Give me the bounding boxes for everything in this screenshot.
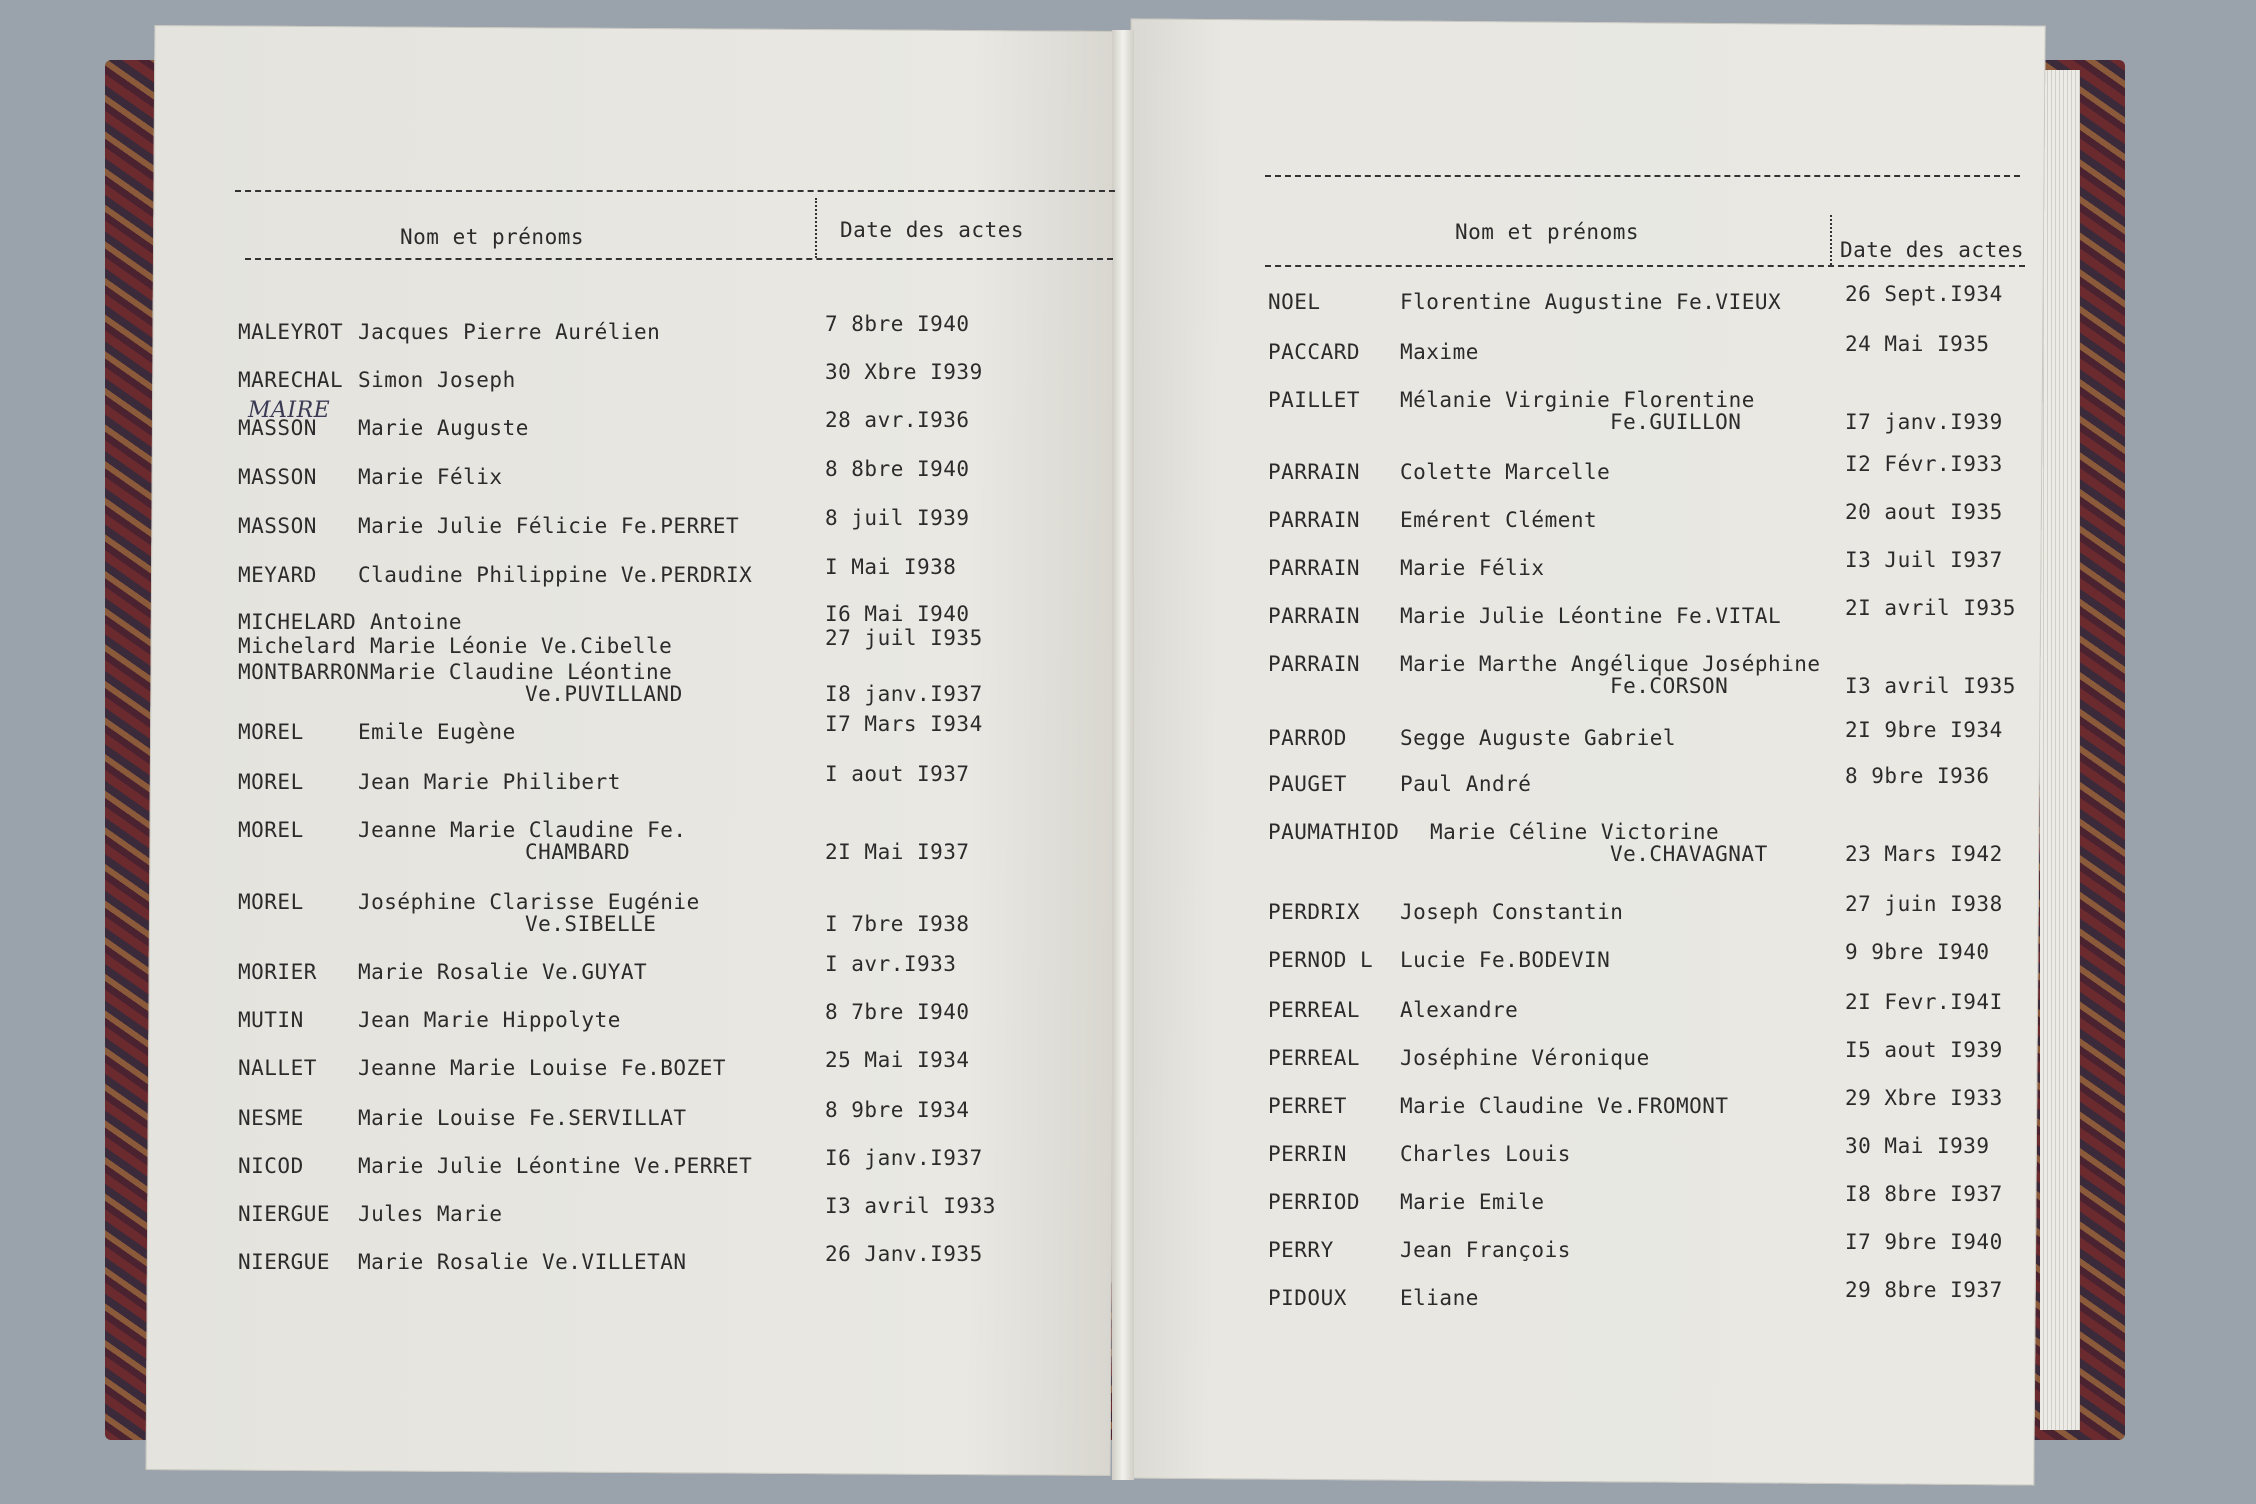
entry-surname: PERRIN (1268, 1142, 1347, 1166)
entry-date: 2I Fevr.I94I (1845, 990, 2003, 1014)
register-entry (1268, 596, 2030, 648)
entry-surname: PERRET (1268, 1094, 1347, 1118)
entry-given-names: Florentine Augustine Fe.VIEUX (1400, 290, 1782, 314)
header-bottom-rule (1265, 265, 2025, 267)
entry-date: 29 Xbre I933 (1845, 1086, 2003, 1110)
left-register (230, 170, 1115, 1370)
entry-date: I3 avril I933 (825, 1194, 996, 1218)
entry-date: 8 juil I939 (825, 506, 970, 530)
register-entry (230, 312, 1115, 364)
entry-given-names: Marie Julie Léontine Fe.VITAL (1400, 604, 1782, 628)
entry-given-names: Mélanie Virginie Florentine (1400, 388, 1755, 412)
entry-surname: MASSON (238, 514, 317, 538)
register-entry (1268, 1134, 2030, 1186)
entry-surname: Michelard (238, 634, 357, 658)
entry-given-names: Claudine Philippine Ve.PERDRIX (358, 563, 753, 587)
entry-date: I6 Mai I940 (825, 602, 970, 626)
register-entry (230, 1000, 1115, 1052)
entry-surname: MASSON (238, 416, 317, 440)
entry-date: 26 Janv.I935 (825, 1242, 983, 1266)
book-gutter (1112, 30, 1134, 1480)
register-entry (230, 952, 1115, 1004)
entry-surname: MOREL (238, 720, 304, 744)
entry-surname: PERDRIX (1268, 900, 1361, 924)
register-entry (1268, 940, 2030, 992)
register-entry (1270, 820, 2030, 864)
entry-surname: NIERGUE (238, 1250, 331, 1274)
entry-surname: PERRIOD (1268, 1190, 1361, 1214)
entry-surname: MALEYROT (238, 320, 344, 344)
entry-given-names: Marie Rosalie Ve.GUYAT (358, 960, 648, 984)
register-entry (1268, 1278, 2030, 1330)
register-entry (1268, 452, 2030, 504)
register-entry (230, 360, 1115, 412)
entry-surname: PACCARD (1268, 340, 1361, 364)
entry-given-names: Marie Claudine Léontine (370, 660, 673, 684)
register-entry (1268, 1086, 2030, 1138)
entry-continuation: Fe.GUILLON (1610, 410, 1742, 434)
entry-date: 25 Mai I934 (825, 1048, 970, 1072)
entry-given-names: Maxime (1400, 340, 1479, 364)
register-entry (230, 1048, 1115, 1100)
entry-given-names: Eliane (1400, 1286, 1479, 1310)
entry-surname: PERNOD L (1268, 948, 1374, 972)
entry-given-names: Joséphine Clarisse Eugénie (358, 890, 700, 914)
entry-surname: MOREL (238, 818, 304, 842)
entry-date: 9 9bre I940 (1845, 940, 1990, 964)
register-entry (1268, 892, 2030, 944)
register-entry (1270, 388, 2030, 432)
entry-date: I8 janv.I937 (825, 682, 983, 706)
entry-continuation: Fe.CORSON (1610, 674, 1729, 698)
entry-given-names: Emérent Clément (1400, 508, 1598, 532)
entry-date: 20 aout I935 (1845, 500, 2003, 524)
entry-given-names: Simon Joseph (358, 368, 516, 392)
entry-date: I7 janv.I939 (1845, 410, 2003, 434)
entry-given-names: Lucie Fe.BODEVIN (1400, 948, 1611, 972)
entry-surname: NESME (238, 1106, 304, 1130)
entry-date: 23 Mars I942 (1845, 842, 2003, 866)
entry-date: 2I Mai I937 (825, 840, 970, 864)
entry-given-names: Marie Rosalie Ve.VILLETAN (358, 1250, 687, 1274)
entry-date: I Mai I938 (825, 555, 957, 579)
entry-date: 24 Mai I935 (1845, 332, 1990, 356)
header-top-rule (235, 190, 1115, 192)
register-entry (230, 1146, 1115, 1198)
entry-date: 8 8bre I940 (825, 457, 970, 481)
register-entry (1268, 1038, 2030, 1090)
register-entry (1270, 652, 2030, 696)
register-entry (230, 712, 1115, 764)
entry-given-names: Jeanne Marie Louise Fe.BOZET (358, 1056, 727, 1080)
entry-surname: MOREL (238, 770, 304, 794)
entry-given-names: Marie Louise Fe.SERVILLAT (358, 1106, 687, 1130)
entry-surname: PARRAIN (1268, 508, 1361, 532)
entry-surname: PARRAIN (1268, 556, 1361, 580)
entry-given-names: Emile Eugène (358, 720, 516, 744)
entry-continuation: CHAMBARD (525, 840, 631, 864)
entry-given-names: Jean François (1400, 1238, 1571, 1262)
entry-date: I5 aout I939 (1845, 1038, 2003, 1062)
entry-surname: MEYARD (238, 563, 317, 587)
entry-given-names: Jules Marie (358, 1202, 503, 1226)
entry-surname: PAUMATHIOD (1268, 820, 1400, 844)
entry-given-names: Marie Auguste (358, 416, 529, 440)
entry-given-names: Marie Félix (358, 465, 503, 489)
entry-surname: PIDOUX (1268, 1286, 1347, 1310)
name-column-header: Nom et prénoms (1455, 220, 1640, 244)
entry-surname: NICOD (238, 1154, 304, 1178)
entry-date: 8 9bre I934 (825, 1098, 970, 1122)
entry-given-names: Marie Céline Victorine (1430, 820, 1720, 844)
page-edges (2040, 70, 2080, 1430)
entry-continuation: Ve.PUVILLAND (525, 682, 683, 706)
register-entry (1268, 764, 2030, 816)
register-entry (230, 457, 1115, 509)
entry-given-names: Jeanne Marie Claudine Fe. (358, 818, 687, 842)
entry-surname: MASSON (238, 465, 317, 489)
entry-surname: PERREAL (1268, 1046, 1361, 1070)
entry-surname: PARRAIN (1268, 652, 1361, 676)
entry-given-names: Marie Félix (1400, 556, 1545, 580)
header-top-rule (1265, 175, 2020, 177)
entry-date: 27 juin I938 (1845, 892, 2003, 916)
entry-continuation: Ve.CHAVAGNAT (1610, 842, 1768, 866)
entry-surname: MICHELARD (238, 610, 357, 634)
handwritten-annotation: MAIRE (248, 398, 331, 423)
entry-date: I7 9bre I940 (1845, 1230, 2003, 1254)
entry-given-names: Marie Claudine Ve.FROMONT (1400, 1094, 1729, 1118)
entry-date: 7 8bre I940 (825, 312, 970, 336)
entry-surname: PAILLET (1268, 388, 1361, 412)
register-entry (230, 818, 1115, 862)
entry-surname: MOREL (238, 890, 304, 914)
entry-date: I6 janv.I937 (825, 1146, 983, 1170)
register-entry (1268, 500, 2030, 552)
entry-given-names: Marie Marthe Angélique Joséphine (1400, 652, 1821, 676)
entry-date: 28 avr.I936 (825, 408, 970, 432)
entry-date: I2 Févr.I933 (1845, 452, 2003, 476)
entry-given-names: Joseph Constantin (1400, 900, 1624, 924)
entry-continuation: Ve.SIBELLE (525, 912, 657, 936)
column-separator (815, 198, 817, 258)
entry-date: 2I 9bre I934 (1845, 718, 2003, 742)
entry-date: 8 7bre I940 (825, 1000, 970, 1024)
right-register (1270, 170, 2030, 1370)
entry-given-names: Antoine (370, 610, 463, 634)
register-entry (230, 555, 1115, 607)
entry-date: 2I avril I935 (1845, 596, 2016, 620)
register-entry (1268, 332, 2030, 384)
entry-date: I3 avril I935 (1845, 674, 2016, 698)
entry-date: 26 Sept.I934 (1845, 282, 2003, 306)
entry-given-names: Alexandre (1400, 998, 1519, 1022)
entry-surname: PARRAIN (1268, 460, 1361, 484)
entry-given-names: Segge Auguste Gabriel (1400, 726, 1677, 750)
entry-surname: MARECHAL (238, 368, 344, 392)
entry-surname: NOEL (1268, 290, 1321, 314)
entry-date: I 7bre I938 (825, 912, 970, 936)
register-entry (230, 1242, 1115, 1294)
entry-date: I7 Mars I934 (825, 712, 983, 736)
register-entry (230, 1194, 1115, 1246)
register-entry (230, 660, 1115, 704)
entry-surname: PARRAIN (1268, 604, 1361, 628)
entry-given-names: Joséphine Véronique (1400, 1046, 1650, 1070)
entry-surname: MORIER (238, 960, 317, 984)
entry-date: I8 8bre I937 (1845, 1182, 2003, 1206)
register-entry (1268, 1230, 2030, 1282)
entry-surname: PERREAL (1268, 998, 1361, 1022)
entry-date: I aout I937 (825, 762, 970, 786)
entry-given-names: Marie Léonie Ve.Cibelle (370, 634, 673, 658)
date-column-header: Date des actes (840, 218, 1025, 242)
entry-given-names: Jean Marie Philibert (358, 770, 621, 794)
register-entry (230, 1098, 1115, 1150)
entry-surname: PARROD (1268, 726, 1347, 750)
entry-date: 30 Mai I939 (1845, 1134, 1990, 1158)
register-entry (1268, 282, 2030, 334)
entry-given-names: Charles Louis (1400, 1142, 1571, 1166)
entry-date: I avr.I933 (825, 952, 957, 976)
entry-given-names: Paul André (1400, 772, 1532, 796)
entry-date: 27 juil I935 (825, 626, 983, 650)
register-entry (1268, 990, 2030, 1042)
entry-given-names: Marie Emile (1400, 1190, 1545, 1214)
date-column-header: Date des actes (1840, 238, 2025, 262)
entry-given-names: Jacques Pierre Aurélien (358, 320, 661, 344)
entry-date: I3 Juil I937 (1845, 548, 2003, 572)
entry-given-names: Colette Marcelle (1400, 460, 1611, 484)
entry-surname: NALLET (238, 1056, 317, 1080)
entry-surname: MONTBARRON (238, 660, 370, 684)
entry-date: 30 Xbre I939 (825, 360, 983, 384)
header-bottom-rule (245, 258, 1113, 260)
entry-given-names: Marie Julie Félicie Fe.PERRET (358, 514, 740, 538)
entry-surname: PERRY (1268, 1238, 1334, 1262)
register-entry (230, 506, 1115, 558)
entry-given-names: Jean Marie Hippolyte (358, 1008, 621, 1032)
entry-date: 29 8bre I937 (1845, 1278, 2003, 1302)
column-separator (1830, 215, 1832, 265)
entry-surname: NIERGUE (238, 1202, 331, 1226)
register-entry (1268, 1182, 2030, 1234)
register-entry (1268, 548, 2030, 600)
entry-surname: MUTIN (238, 1008, 304, 1032)
entry-date: 8 9bre I936 (1845, 764, 1990, 788)
name-column-header: Nom et prénoms (400, 225, 585, 249)
register-entry (230, 762, 1115, 814)
register-entry (230, 890, 1115, 934)
entry-given-names: Marie Julie Léontine Ve.PERRET (358, 1154, 753, 1178)
entry-surname: PAUGET (1268, 772, 1347, 796)
